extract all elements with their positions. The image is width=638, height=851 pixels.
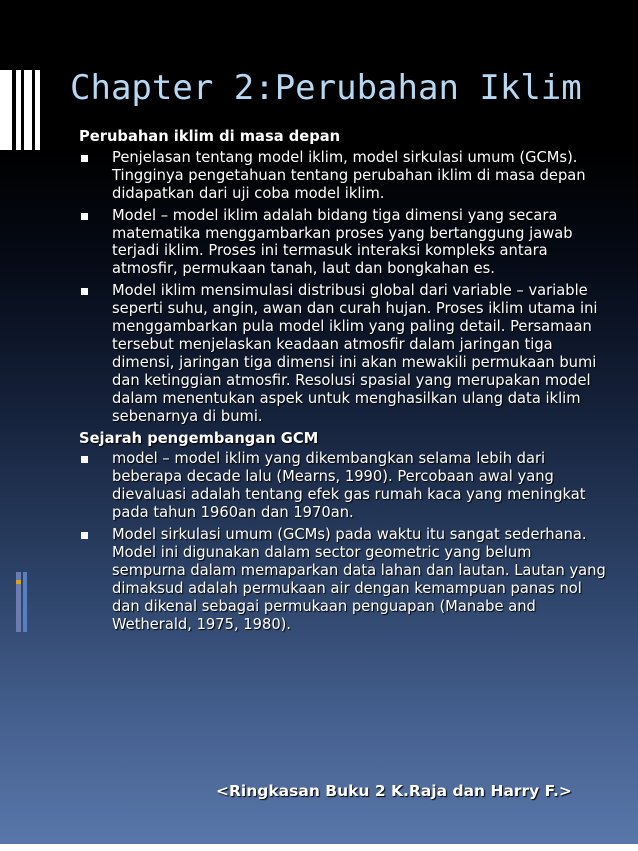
source-credit: <Ringkasan Buku 2 K.Raja dan Harry F.> xyxy=(216,782,572,800)
square-bullet-icon xyxy=(79,526,112,539)
footer-bar xyxy=(0,844,638,851)
bullet-text: Model sirkulasi umum (GCMs) pada waktu itu sangat sederhana. Model ini digunakan dalam sector geometric yang belum sempurna dalam memaparkan data lahan dan lautan. Lautan yang dimaksud adalah permukaan air dengan kemampuan panas nol dan dikenal sebagai permukaan penguapan (Manabe and Wetherald, 1975, 1980). xyxy=(112,526,606,633)
section-heading: Perubahan iklim di masa depan xyxy=(79,128,341,145)
square-bullet-icon xyxy=(79,450,112,463)
square-bullet-icon xyxy=(79,282,112,295)
bullet-item xyxy=(79,282,609,425)
slide-body xyxy=(79,128,609,637)
bullet-item xyxy=(79,450,609,522)
bullet-item xyxy=(79,207,609,279)
bullet-text: Penjelasan tentang model iklim, model sirkulasi umum (GCMs). Tingginya pengetahuan tentang perubahan iklim di masa depan didapatkan dari uji coba model iklim. xyxy=(112,148,586,202)
square-bullet-icon xyxy=(79,149,112,162)
section-heading: Sejarah pengembangan GCM xyxy=(79,429,319,447)
bullet-text: Model iklim mensimulasi distribusi global dari variable – variable seperti suhu, angin, awan dan curah hujan. Proses iklim utama ini menggambarkan pula model iklim yang paling detail. Persamaan tersebut menjelaskan keadaan atmosfir dalam jaringan tiga dimensi, jaringan tiga dimensi ini akan mewakili permukaan bumi dan ketinggian atmosfir. Resolusi spasial yang merupakan model dalam menentukan aspek untuk menghasilkan ulang data iklim sebenarnya di bumi. xyxy=(112,282,598,425)
square-bullet-icon xyxy=(79,207,112,220)
bullet-item xyxy=(79,149,609,203)
slide-title: Chapter 2:Perubahan Iklim xyxy=(70,68,582,108)
bullet-text: Model – model iklim adalah bidang tiga dimensi yang secara matematika menggambarkan proses yang bertanggung jawab terjadi iklim. Proses ini termasuk interaksi kompleks antara atmosfir, permukaan tanah, laut dan bongkahan es. xyxy=(112,206,573,278)
bullet-item xyxy=(79,526,609,633)
decorative-bars-top xyxy=(0,70,40,150)
decorative-bars-bottom xyxy=(0,572,30,632)
bullet-text: model – model iklim yang dikembangkan selama lebih dari beberapa decade lalu (Mearns, 1990). Percobaan awal yang dievaluasi adalah tentang efek gas rumah kaca yang meningkat pada tahun 1960an dan 1970an. xyxy=(112,450,586,522)
